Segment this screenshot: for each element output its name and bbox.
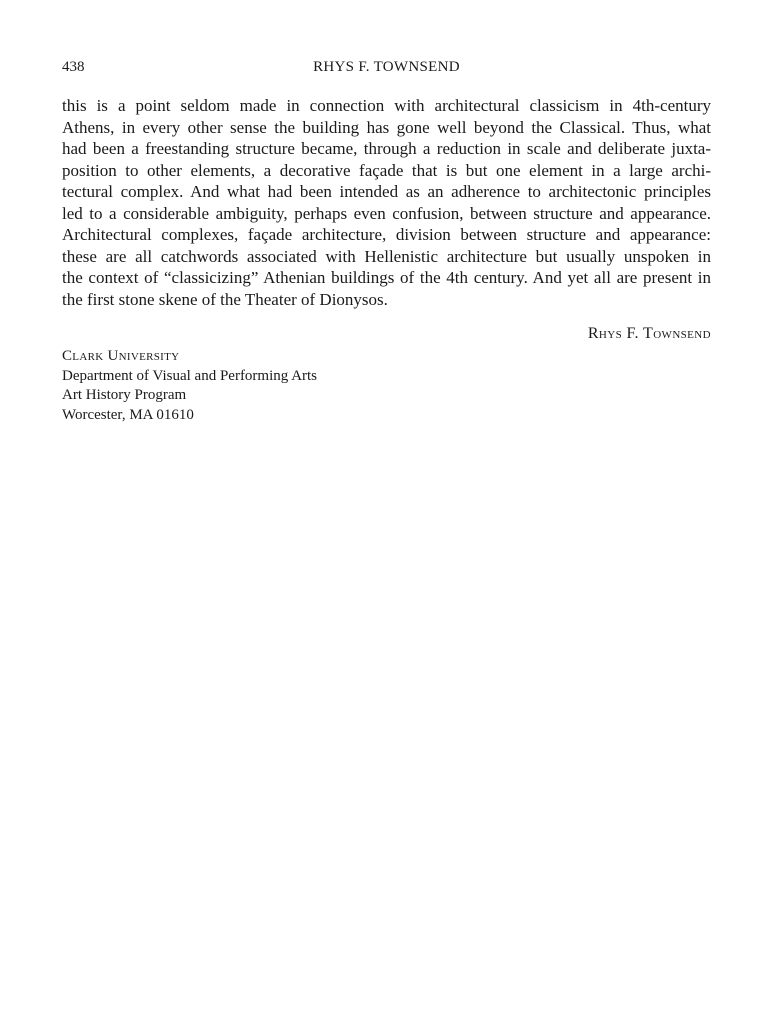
body-line: these are all catchwords associated with Hellenistic architecture but usually unspoken in (62, 246, 711, 266)
affiliation-program: Art History Program (62, 387, 187, 403)
body-line: tectural complex. And what had been intended as an adherence to architectonic principles (62, 182, 711, 201)
running-title: RHYS F. TOWNSEND (313, 59, 460, 75)
body-line: the context of “classicizing” Athenian buildings of the 4th century. And yet all are present in (62, 268, 711, 287)
body-line: Architectural complexes, façade architecture, division between structure and appearance: (62, 225, 711, 244)
affiliation-institution: Clark University (62, 348, 180, 364)
page-number: 438 (62, 59, 85, 75)
body-line: Athens, in every other sense the building has gone well beyond the Classical. Thus, what (62, 117, 711, 137)
body-line: this is a point seldom made in connection with architectural classicism in 4th-century (62, 96, 711, 115)
affiliation-department: Department of Visual and Performing Arts (62, 367, 318, 384)
body-line: position to other elements, a decorative façade that is but one element in a large archi- (62, 160, 711, 180)
running-head (62, 59, 711, 79)
affiliation-address: Worcester, MA 01610 (62, 406, 194, 423)
author-signature: Rhys F. Townsend (587, 325, 711, 342)
body-paragraph (62, 95, 711, 310)
body-line: the first stone skene of the Theater of Dionysos. (62, 289, 388, 309)
author-affiliation (62, 347, 317, 425)
body-line: led to a considerable ambiguity, perhaps even confusion, between structure and appearance. (62, 203, 711, 223)
body-line: had been a freestanding structure became, through a reduction in scale and deliberate juxta- (62, 139, 711, 158)
